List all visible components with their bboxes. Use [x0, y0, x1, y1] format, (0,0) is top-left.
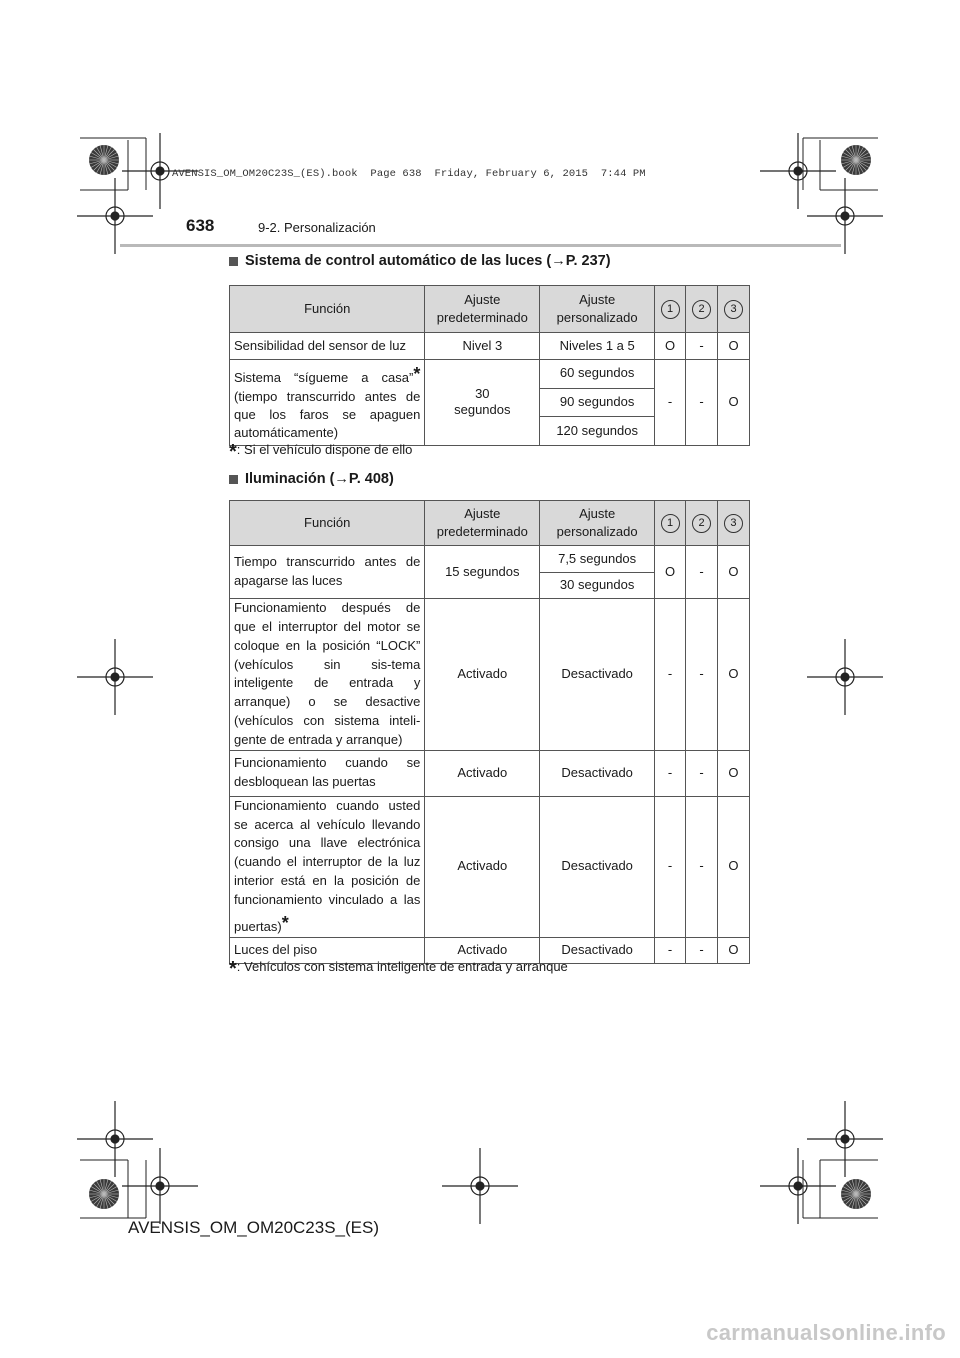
footnote-star: *: [229, 441, 237, 463]
cell-c2: -: [686, 599, 718, 751]
cell-function-lead: Sistema “sígueme a casa”: [234, 370, 414, 385]
header-rule: [120, 244, 841, 247]
cell-default: Activado: [425, 750, 540, 796]
footnote-text: : Vehículos con sistema inteligente de entrada y arranque: [236, 959, 568, 974]
crosshair-target-icon: [760, 1148, 836, 1224]
section-heading-light-control: [229, 253, 611, 269]
cell-custom: Desactivado: [540, 750, 655, 796]
cell-c1: O: [655, 546, 686, 599]
document-code: AVENSIS_OM_OM20C23S_(ES): [128, 1218, 379, 1237]
cell-custom: 30 segundos: [540, 573, 655, 599]
cell-c2: -: [686, 546, 718, 599]
cell-c1: O: [655, 333, 686, 360]
col-header-default: Ajuste predeterminado: [425, 286, 540, 333]
table-row: [230, 360, 750, 389]
square-bullet-icon: [229, 257, 238, 266]
table-row: [230, 750, 750, 796]
table-row: [230, 333, 750, 360]
cell-c2: -: [686, 937, 718, 963]
cell-custom: 60 segundos: [540, 360, 655, 389]
cell-c2: -: [686, 360, 718, 446]
col-header-2: [686, 286, 718, 333]
crosshair-target-icon: [442, 1148, 518, 1224]
illumination-table: [229, 500, 750, 964]
cell-function: Tiempo transcurrido antes de apagarse las luces: [230, 546, 425, 599]
cell-function: Luces del piso: [230, 937, 425, 963]
cell-default: Activado: [425, 796, 540, 937]
number-circle-icon: 2: [692, 514, 711, 533]
cell-custom: Desactivado: [540, 796, 655, 937]
cell-c3: O: [717, 546, 749, 599]
cell-custom: Niveles 1 a 5: [540, 333, 655, 360]
watermark: carmanualsonline.info: [706, 1320, 946, 1345]
footnote-star: *: [229, 958, 237, 980]
table-row: [230, 599, 750, 751]
col-header-default: Ajuste predeterminado: [425, 501, 540, 546]
footnote-star: *: [413, 364, 421, 384]
cell-default: Activado: [425, 937, 540, 963]
light-control-table: [229, 285, 750, 446]
col-header-1: [655, 501, 686, 546]
cell-default: 15 segundos: [425, 546, 540, 599]
col-header-custom: Ajuste personalizado: [540, 501, 655, 546]
cell-function-rest: (tiempo transcurrido antes de que los faros se apaguen automáticamente): [234, 388, 421, 441]
footnote-text: : Si el vehículo dispone de ello: [236, 442, 413, 457]
cell-custom: Desactivado: [540, 599, 655, 751]
cell-c1: -: [655, 360, 686, 446]
cell-c1: -: [655, 750, 686, 796]
cell-c1: -: [655, 796, 686, 937]
registration-wheel-icon: [89, 1179, 119, 1209]
cell-c3: O: [717, 750, 749, 796]
cell-default: Nivel 3: [425, 333, 540, 360]
registration-wheel-icon: [89, 145, 119, 175]
cell-custom: 90 segundos: [540, 388, 655, 417]
cell-c1: -: [655, 599, 686, 751]
registration-wheel-icon: [841, 145, 871, 175]
crosshair-target-icon: [122, 1148, 198, 1224]
crosshair-target-icon: [760, 133, 836, 209]
cell-c2: -: [686, 750, 718, 796]
footnote-2: [229, 958, 568, 981]
crosshair-target-icon: [77, 1101, 153, 1177]
cell-function: [230, 360, 425, 446]
square-bullet-icon: [229, 475, 238, 484]
cell-c2: -: [686, 796, 718, 937]
number-circle-icon: 2: [692, 300, 711, 319]
cell-function: [230, 796, 425, 937]
number-circle-icon: 1: [661, 514, 680, 533]
cell-function-text: Funcionamiento cuando usted se acerca al vehículo llevando consigo una llave electrónica (cuando el interruptor de la luz interior está en la posición de funcionamiento vinculado a las puertas): [234, 797, 421, 934]
crosshair-target-icon: [807, 1101, 883, 1177]
crosshair-target-icon: [77, 178, 153, 254]
cell-c1: -: [655, 937, 686, 963]
cell-c3: O: [717, 796, 749, 937]
cell-default: Activado: [425, 599, 540, 751]
cell-function: Funcionamiento cuando se desbloquean las puertas: [230, 750, 425, 796]
section-heading-text: Sistema de control automático de las luces (→P. 237): [245, 253, 611, 269]
col-header-1: [655, 286, 686, 333]
section-heading-text: Iluminación (→P. 408): [245, 471, 394, 487]
cell-function: Funcionamiento después de que el interruptor del motor se coloque en la posición “LOCK” (vehículos sin sis-tema inteligente de entrada y arranque) o se desactive (vehículos con sistema inteli-gente de entrada y arranque): [230, 599, 425, 751]
table-header-row: [230, 286, 750, 333]
cell-c3: O: [717, 937, 749, 963]
cell-c3: O: [717, 599, 749, 751]
print-info-line: AVENSIS_OM_OM20C23S_(ES).book Page 638 Friday, February 6, 2015 7:44 PM: [172, 168, 646, 180]
cell-custom: 120 segundos: [540, 417, 655, 446]
number-circle-icon: 3: [724, 300, 743, 319]
registration-wheel-icon: [841, 1179, 871, 1209]
crosshair-target-icon: [807, 178, 883, 254]
section-heading-illumination: [229, 471, 394, 487]
table-header-row: [230, 501, 750, 546]
page-number: 638: [186, 216, 215, 235]
number-circle-icon: 1: [661, 300, 680, 319]
footnote-star: *: [281, 912, 289, 933]
table-row: [230, 546, 750, 573]
cell-default: 30 segundos: [425, 360, 540, 446]
table-row: [230, 796, 750, 937]
col-header-function: Función: [230, 286, 425, 333]
number-circle-icon: 3: [724, 514, 743, 533]
cell-c2: -: [686, 333, 718, 360]
crosshair-target-icon: [77, 639, 153, 715]
cell-c3: O: [718, 360, 750, 446]
cell-c3: O: [718, 333, 750, 360]
cell-function: Sensibilidad del sensor de luz: [230, 333, 425, 360]
col-header-3: [717, 501, 749, 546]
crosshair-target-icon: [807, 639, 883, 715]
footnote-1: [229, 441, 412, 464]
col-header-2: [686, 501, 718, 546]
section-title: 9-2. Personalización: [258, 220, 376, 235]
col-header-custom: Ajuste personalizado: [540, 286, 655, 333]
cell-custom: Desactivado: [540, 937, 655, 963]
col-header-function: Función: [230, 501, 425, 546]
cell-custom: 7,5 segundos: [540, 546, 655, 573]
col-header-3: [718, 286, 750, 333]
